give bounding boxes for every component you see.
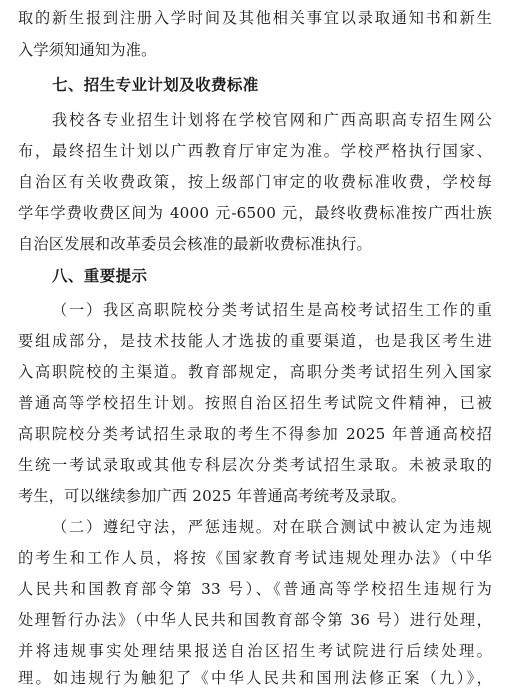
section-7-line-4: 学年学费收费区间为 4000 元-6500 元，最终收费标准按广西壮族 xyxy=(18,204,492,222)
item-1-line-7: 考生，可以继续参加广西 2025 年普通高考统考及录取。 xyxy=(18,487,407,505)
item-2-line-4: 处理暂行办法》（中华人民共和国教育部令第 36 号）进行处理， xyxy=(18,611,492,629)
section-8-heading: 八、重要提示 xyxy=(52,267,148,285)
item-1-line-3: 入高职院校的主渠道。教育部规定，高职分类考试招生列入国家 xyxy=(18,363,492,381)
item-1-line-6: 生统一考试录取或其他专科层次分类考试招生录取。未被录取的 xyxy=(18,456,492,474)
item-2-line-5: 并将违规事实处理结果报送自治区招生考试院进行后续处理。 xyxy=(18,642,492,660)
item-2-line-6: 理。如违规行为触犯了《中华人民共和国刑法修正案（九）》， xyxy=(18,669,492,687)
section-7-line-1: 我校各专业招生计划将在学校官网和广西高职高专招生网公 xyxy=(52,111,492,129)
section-7-line-5: 自治区发展和改革委员会核准的最新收费标准执行。 xyxy=(18,235,372,253)
item-1-line-4: 普通高等学校招生计划。按照自治区招生考试院文件精神，已被 xyxy=(18,394,492,412)
item-1-line-5: 高职院校分类考试招生录取的考生不得参加 2025 年普通高校招 xyxy=(18,425,492,443)
item-1-line-2: 要组成部分，是技术技能人才选拔的重要渠道，也是我区考生进 xyxy=(18,332,492,350)
item-2-line-1: （二）遵纪守法，严惩违规。对在联合测试中被认定为违规 xyxy=(52,518,492,536)
section-7-line-3: 自治区有关收费政策，按上级部门审定的收费标准收费，学校每 xyxy=(18,173,492,191)
item-1-line-1: （一）我区高职院校分类考试招生是高校考试招生工作的重 xyxy=(52,301,492,319)
item-2-line-2: 的考生和工作人员，将按《国家教育考试违规处理办法》（中华 xyxy=(18,549,492,567)
item-2-line-3: 人民共和国教育部令第 33 号）、《普通高等学校招生违规行为 xyxy=(18,580,492,598)
section-7-heading: 七、招生专业计划及收费标准 xyxy=(52,76,259,94)
section-7-line-2: 布，最终招生计划以广西教育厅审定为准。学校严格执行国家、 xyxy=(18,142,492,160)
intro-line-2: 入学须知通知为准。 xyxy=(18,41,157,59)
intro-line-1: 取的新生报到注册入学时间及其他相关事宜以录取通知书和新生 xyxy=(18,9,492,27)
